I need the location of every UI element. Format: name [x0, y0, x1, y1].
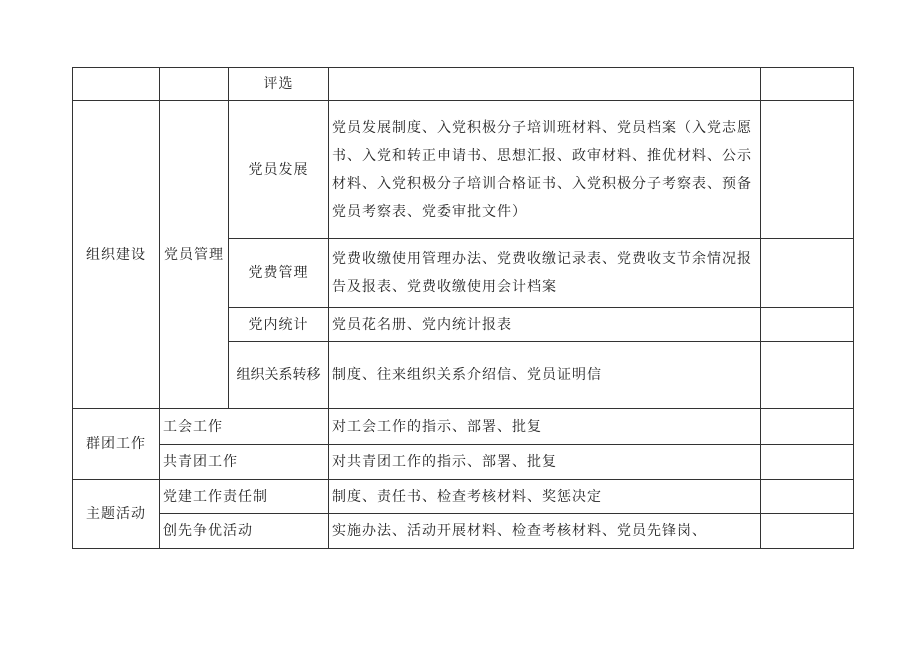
content-cell: 党员花名册、党内统计报表	[329, 308, 761, 342]
remark-cell	[761, 101, 854, 239]
item-cell: 党费管理	[229, 239, 329, 308]
content-cell: 党费收缴使用管理办法、党费收缴记录表、党费收支节余情况报告及报表、党费收缴使用会计档案	[329, 239, 761, 308]
item-cell: 共青团工作	[160, 445, 329, 480]
table-row	[73, 101, 854, 239]
content-cell: 对工会工作的指示、部署、批复	[329, 409, 761, 445]
table-row	[73, 409, 854, 445]
remark-cell	[761, 68, 854, 101]
remark-cell	[761, 445, 854, 480]
cell-empty	[160, 68, 229, 101]
content-cell: 制度、责任书、检查考核材料、奖惩决定	[329, 480, 761, 514]
table-row	[73, 514, 854, 549]
item-cell: 组织关系转移	[229, 342, 329, 409]
cell-empty	[73, 68, 160, 101]
table-row	[73, 480, 854, 514]
content-cell: 对共青团工作的指示、部署、批复	[329, 445, 761, 480]
category-cell: 组织建设	[73, 101, 160, 409]
category-cell: 群团工作	[73, 409, 160, 480]
item-cell: 创先争优活动	[160, 514, 329, 549]
table-row	[73, 68, 854, 101]
remark-cell	[761, 239, 854, 308]
table-row	[73, 445, 854, 480]
remark-cell	[761, 342, 854, 409]
item-cell: 党内统计	[229, 308, 329, 342]
content-cell: 制度、往来组织关系介绍信、党员证明信	[329, 342, 761, 409]
remark-cell	[761, 514, 854, 549]
item-cell: 党员发展	[229, 101, 329, 239]
item-cell: 党建工作责任制	[160, 480, 329, 514]
remark-cell	[761, 308, 854, 342]
content-cell: 实施办法、活动开展材料、检查考核材料、党员先锋岗、	[329, 514, 761, 549]
content-cell: 党员发展制度、入党积极分子培训班材料、党员档案（入党志愿书、入党和转正申请书、思想汇报、政审材料、推优材料、公示材料、入党积极分子培训合格证书、入党积极分子考察表、预备党员考察表、党委审批文件）	[329, 101, 761, 239]
category-cell: 主题活动	[73, 480, 160, 549]
archive-table	[72, 67, 854, 549]
group-cell: 党员管理	[160, 101, 229, 409]
remark-cell	[761, 480, 854, 514]
remark-cell	[761, 409, 854, 445]
item-cell: 评选	[229, 68, 329, 101]
item-cell: 工会工作	[160, 409, 329, 445]
content-cell	[329, 68, 761, 101]
